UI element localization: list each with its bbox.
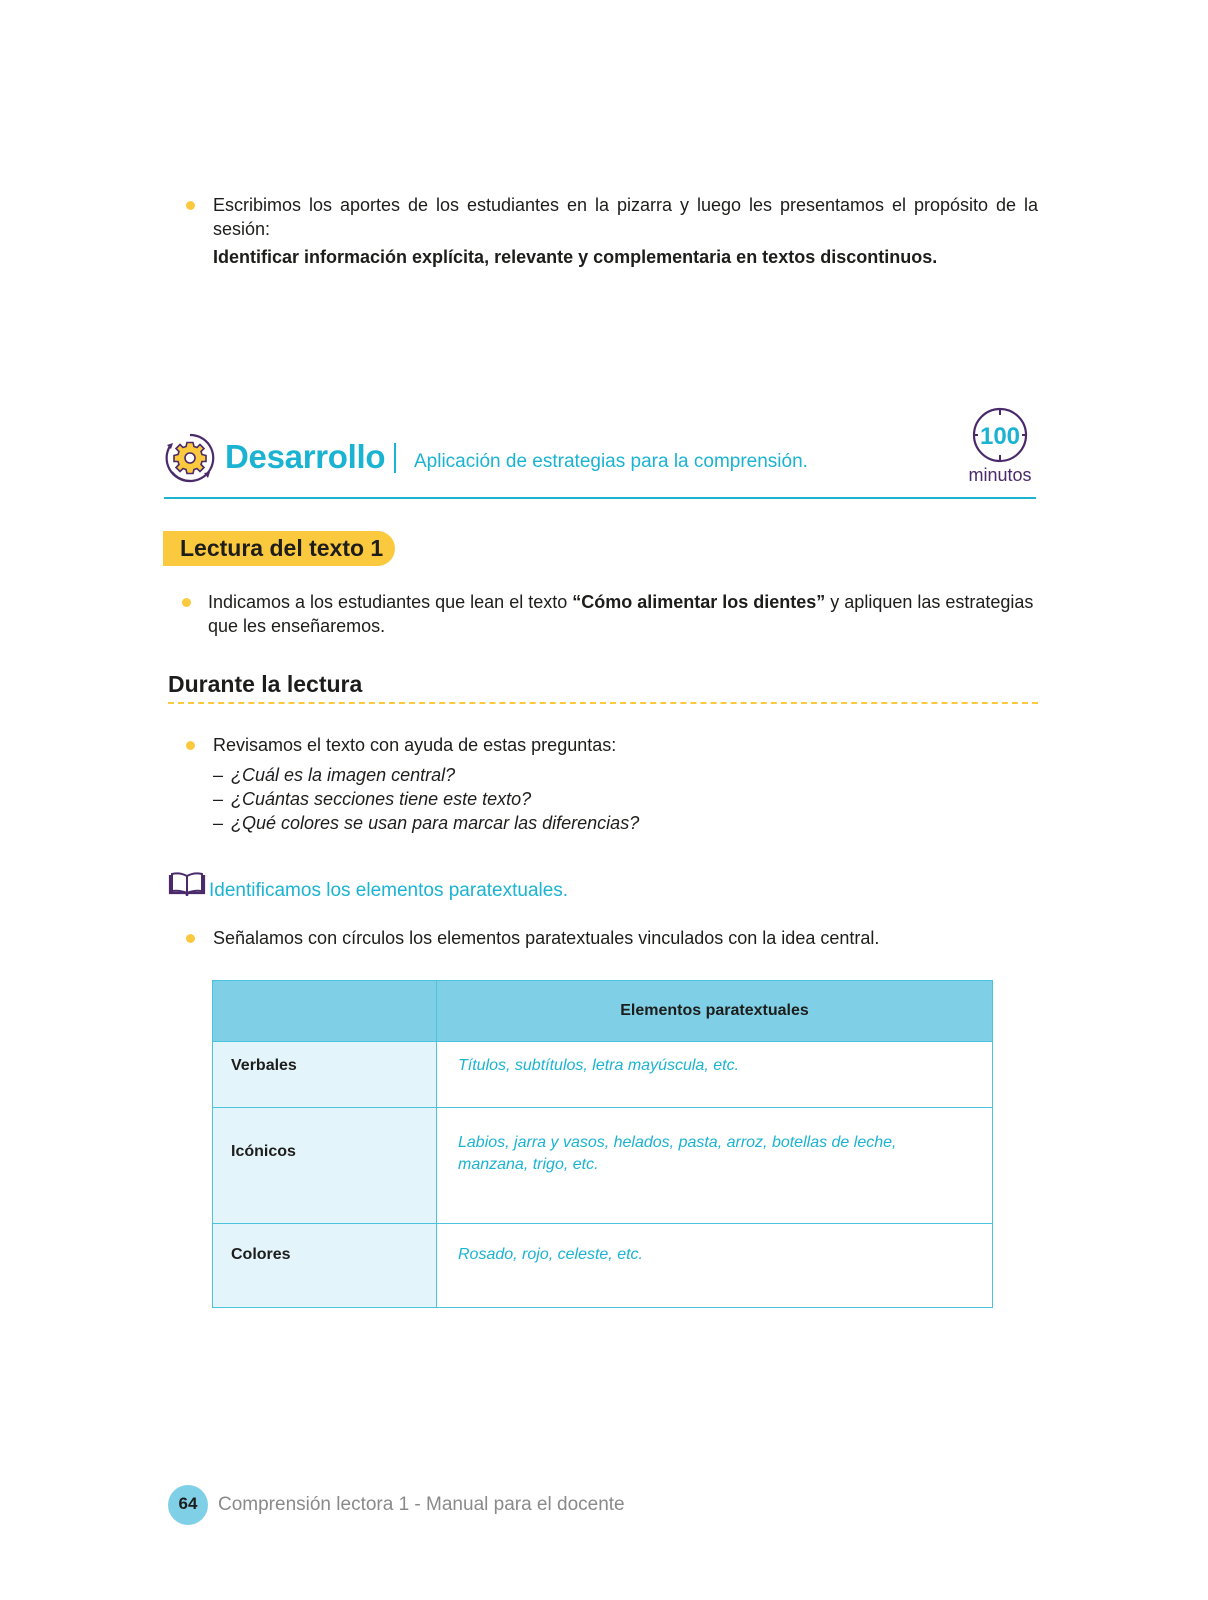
bullet-dot [182,598,191,607]
subsection-title: Durante la lectura [168,671,363,697]
dashed-rule [168,702,1038,704]
dash-marker: – [213,789,224,809]
reading-text-title: “Cómo alimentar los dientes” [572,592,826,612]
question-text: ¿Qué colores se usan para marcar las diferencias? [231,813,640,833]
question-text: ¿Cuántas secciones tiene este texto? [231,789,532,809]
question-item [213,811,639,835]
row-label-text: Icónicos [231,1143,296,1160]
row-label [213,1224,437,1308]
paratext-table [212,980,993,1308]
section-rule [164,497,1036,499]
circles-bullet-text: Señalamos con círculos los elementos paratextuales vinculados con la idea central. [213,928,880,948]
section-title: Desarrollo [225,438,386,475]
question-item [213,787,531,811]
table-row [213,1108,993,1224]
row-value-line: Labios, jarra y vasos, helados, pasta, arroz, botellas de leche, [458,1134,897,1151]
title-separator [394,443,396,473]
row-value-line: manzana, trigo, etc. [458,1156,599,1173]
row-label-text: Verbales [231,1057,297,1074]
row-label [213,1042,437,1108]
footer-title: Comprensión lectora 1 - Manual para el docente [218,1494,625,1515]
table-header-empty [213,981,437,1042]
intro-bullet-text: Escribimos los aportes de los estudiantes en la pizarra y luego les presentamos el propósito de la sesión: [213,195,1038,239]
bullet-dot [186,201,195,210]
strategy-label: Identificamos los elementos paratextuales. [209,880,569,901]
row-value-line: Rosado, rojo, celeste, etc. [458,1246,643,1263]
row-value-line: Títulos, subtítulos, letra mayúscula, etc. [458,1057,740,1074]
section-tag-label: Lectura del texto 1 [180,535,384,561]
questions-bullet-text: Revisamos el texto con ayuda de estas preguntas: [213,735,617,755]
row-label [213,1108,437,1224]
table-row [213,1224,993,1308]
timer-value: 100 [979,423,1021,450]
question-text: ¿Cuál es la imagen central? [231,765,456,785]
row-label-text: Colores [231,1246,291,1263]
page-number: 64 [178,1494,198,1513]
bullet-dot [186,934,195,943]
book-icon [168,872,206,898]
gear-icon [164,432,216,484]
reading-bullet-text [208,590,1040,638]
bullet-dot [186,741,195,750]
question-item [213,763,455,787]
reading-bullet-pre: Indicamos a los estudiantes que lean el texto [208,592,573,612]
row-value [437,1108,993,1224]
row-value [437,1224,993,1308]
section-subtitle: Aplicación de estrategias para la comprensión. [414,451,808,472]
dash-marker: – [213,813,224,833]
table-row [213,1042,993,1108]
dash-marker: – [213,765,224,785]
table-header-label: Elementos paratextuales [437,981,993,1042]
row-value [437,1042,993,1108]
timer-unit: minutos [968,465,1032,485]
session-purpose: Identificar información explícita, relevante y complementaria en textos discontinuos. [213,247,938,267]
table-header-row [213,981,993,1042]
reading-bullet-post: y apliquen las estrategias que les enseñaremos. [208,592,1034,636]
